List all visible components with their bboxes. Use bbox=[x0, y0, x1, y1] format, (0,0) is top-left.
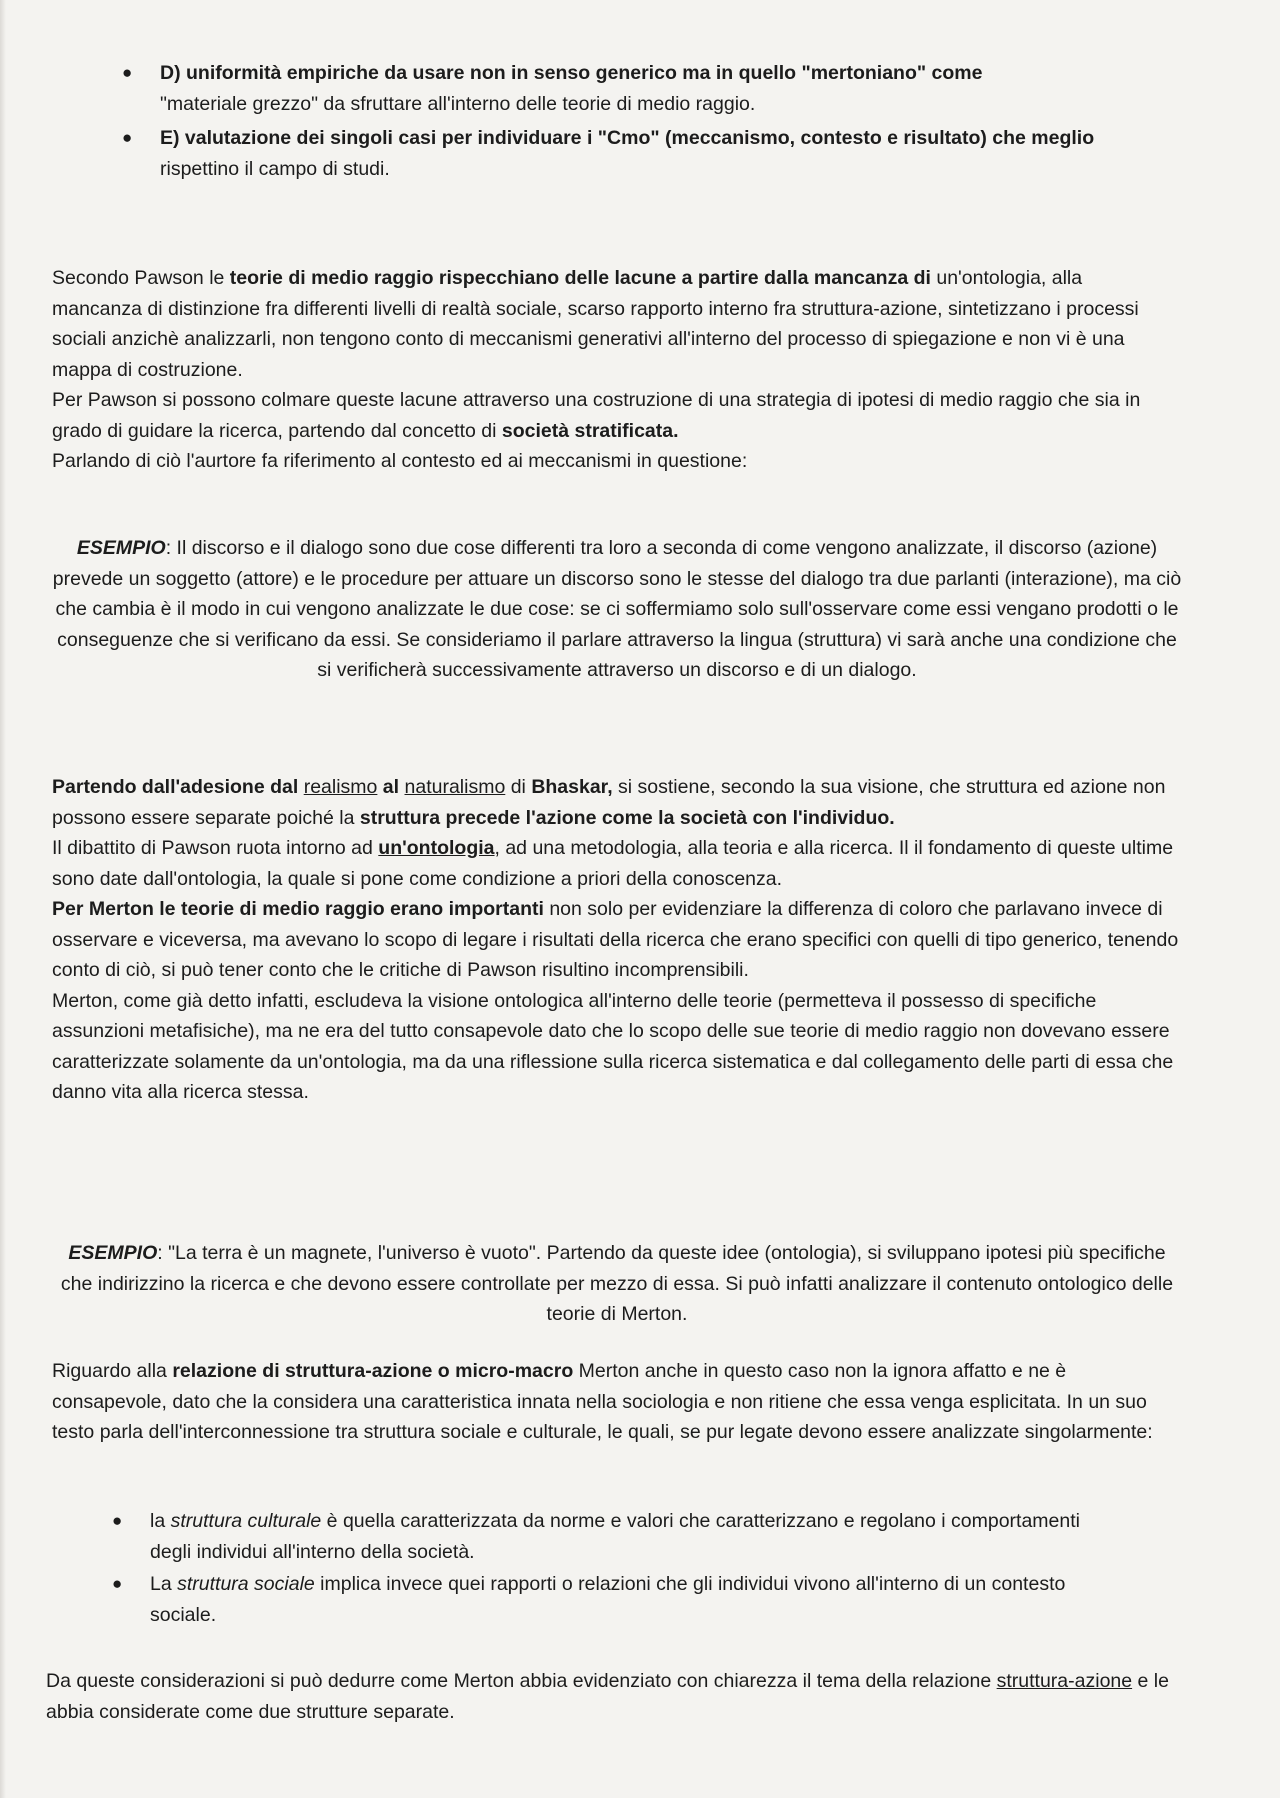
paragraph: Per Pawson si possono colmare queste lacune attraverso una costruzione di una strategia di ipotesi di medio raggio che sia in grado di guidare la ricerca, partendo dal concetto di società stratificata. bbox=[52, 389, 1141, 442]
bold-phrase: relazione di struttura-azione o micro-macro bbox=[172, 1360, 574, 1382]
paragraph: Parlando di ciò l'aurtore fa riferimento al contesto ed ai meccanismi in questione: bbox=[52, 450, 748, 472]
paragraph: Per Merton le teorie di medio raggio erano importanti non solo per evidenziare la differenza di coloro che parlavano invece di osservare e viceversa, ma avevano lo scopo di legare i risultati della ricerca che erano specifici con quelli di tipo generico, tenendo conto di ciò, si può tener conto che le critiche di Pawson risultino incomprensibili. bbox=[52, 898, 1179, 981]
paragraph: Il dibattito di Pawson ruota intorno ad un'ontologia, ad una metodologia, alla teoria e alla ricerca. Il il fondamento di queste ultime sono date dall'ontologia, la quale si pone come condizione a priori della conoscenza. bbox=[52, 837, 1174, 890]
example-text: : "La terra è un magnete, l'universo è vuoto". Partendo da queste idee (ontologia), si sviluppano ipotesi più specifiche che indirizzino la ricerca e che devono essere controllate per mezzo di essa. Si può infatti analizzare il contenuto ontologico delle teorie di Merton. bbox=[60, 1242, 1174, 1325]
bold-phrase: teorie di medio raggio rispecchiano delle lacune a partire dalla mancanza di bbox=[229, 267, 931, 289]
micro-macro-section: Riguardo alla relazione di struttura-azione o micro-macro Merton anche in questo caso non la ignora affatto e ne è consapevole, dato che la considera una caratteristica innata nella sociologia e non ritiene che essa venga esplicitata. In un suo testo parla dell'interconnessione tra struttura sociale e culturale, le quali, se pur legate devono essere analizzate singolarmente: bbox=[52, 1360, 1153, 1443]
page-edge-shadow bbox=[0, 0, 6, 1798]
bullet-icon: ● bbox=[112, 1574, 123, 1593]
bullet-icon: ● bbox=[122, 128, 133, 147]
bold-phrase: Per Merton le teorie di medio raggio erano importanti bbox=[52, 898, 544, 920]
list-item: ● la struttura culturale è quella caratterizzata da norme e valori che caratterizzano e regolano i comportamenti degli individui all'interno della società. bbox=[112, 1506, 1112, 1567]
list-item-rest: "materiale grezzo" da sfruttare all'interno delle teorie di medio raggio. bbox=[160, 92, 756, 115]
list-item: ● La struttura sociale implica invece quei rapporti o relazioni che gli individui vivono all'interno di un contesto sociale. bbox=[112, 1569, 1112, 1630]
bullet-icon: ● bbox=[112, 1511, 123, 1530]
bullet-icon: ● bbox=[122, 63, 133, 82]
example-block bbox=[52, 533, 1182, 686]
underlined-term: un'ontologia bbox=[378, 837, 495, 859]
paragraph: Secondo Pawson le teorie di medio raggio rispecchiano delle lacune a partire dalla mancanza di un'ontologia, alla mancanza di distinzione fra differenti livelli di realtà sociale, scarso rapporto interno fra struttura-azione, sintetizzano i processi sociali anzichè analizzarli, non tengono conto di meccanismi generativi all'interno del processo di spiegazione e non vi è una mappa di costruzione. bbox=[52, 267, 1139, 381]
bold-phrase: società stratificata. bbox=[501, 419, 679, 442]
paragraph: Partendo dall'adesione dal realismo al naturalismo di Bhaskar, si sostiene, secondo la sua visione, che struttura ed azione non possono essere separate poiché la struttura precede l'azione come la società con l'individuo. bbox=[52, 776, 1166, 829]
list-item bbox=[122, 58, 1212, 119]
example-label: ESEMPIO bbox=[68, 1242, 158, 1264]
underlined-term: realismo bbox=[303, 776, 378, 798]
bold-phrase: Bhaskar, bbox=[531, 776, 613, 798]
list-item-lead: E) valutazione dei singoli casi per individuare i "Cmo" (meccanismo, contesto e risultato) che meglio bbox=[160, 127, 1095, 149]
bold-phrase: struttura precede l'azione come la società con l'individuo. bbox=[359, 806, 895, 829]
list-item-rest: rispettino il campo di studi. bbox=[160, 157, 390, 180]
example-text: : Il discorso e il dialogo sono due cose differenti tra loro a seconda di come vengono analizzate, il discorso (azione) prevede un soggetto (attore) e le procedure per attuare un discorso sono le stesse del dialogo tra due parlanti (interazione), ma ciò che cambia è il modo in cui vengono analizzate le due cose: se ci soffermiamo solo sull'osservare come essi vengano prodotti o le conseguenze che si verificano da essi. Se consideriamo il parlare attraverso la lingua (struttura) vi sarà anche una condizione che si verificherà successivamente attraverso un discorso e di un dialogo. bbox=[52, 537, 1182, 681]
list-item bbox=[122, 123, 1212, 184]
conclusion: Da queste considerazioni si può dedurre come Merton abbia evidenziato con chiarezza il tema della relazione struttura-azione e le abbia considerate come due strutture separate. bbox=[46, 1670, 1169, 1723]
pawson-section bbox=[52, 263, 1172, 477]
intro-list bbox=[122, 58, 1212, 186]
bhaskar-merton-section bbox=[52, 772, 1182, 1108]
underlined-term: struttura-azione bbox=[996, 1670, 1133, 1692]
italic-term: struttura sociale bbox=[177, 1573, 315, 1595]
structures-list bbox=[112, 1506, 1112, 1632]
underlined-term: naturalismo bbox=[404, 776, 506, 798]
italic-term: struttura culturale bbox=[170, 1510, 322, 1532]
example-label: ESEMPIO bbox=[76, 537, 166, 559]
list-item-lead: D) uniformità empiriche da usare non in senso generico ma in quello "mertoniano" come bbox=[160, 62, 983, 84]
example-block bbox=[52, 1238, 1182, 1330]
paragraph: Merton, come già detto infatti, escludeva la visione ontologica all'interno delle teorie (permetteva il possesso di specifiche assunzioni metafisiche), ma ne era del tutto consapevole dato che lo scopo delle sue teorie di medio raggio non dovevano essere caratterizzate solamente da un'ontologia, ma da una riflessione sulla ricerca sistematica e dal collegamento delle parti di essa che danno vita alla ricerca stessa. bbox=[52, 989, 1174, 1103]
